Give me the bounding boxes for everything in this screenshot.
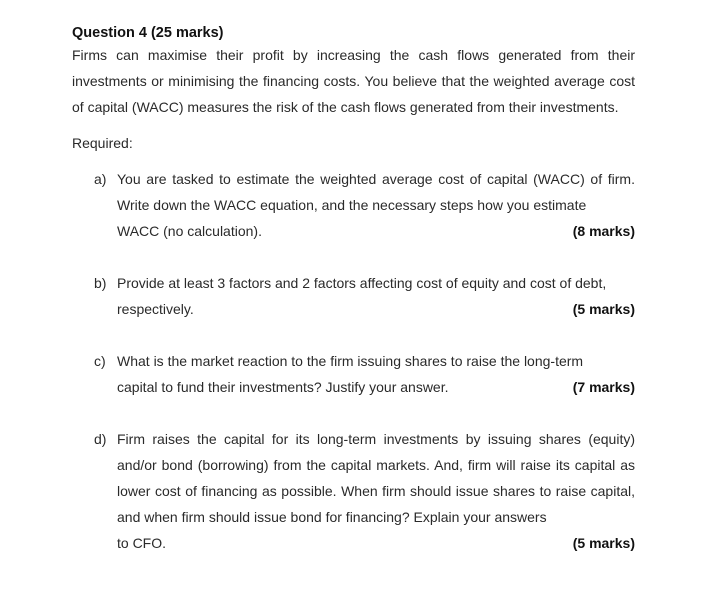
part-c-text: What is the market reaction to the firm issuing shares to raise the long-term	[117, 353, 584, 369]
part-d-last-line: to CFO.	[117, 535, 167, 551]
part-a-last-line: WACC (no calculation).	[117, 223, 262, 239]
part-c	[72, 348, 635, 400]
part-c-last-line: capital to fund their investments? Justify your answer.	[117, 379, 449, 395]
part-b-marks: (5 marks)	[572, 301, 635, 317]
part-c-label: c)	[94, 353, 106, 369]
part-d-marks-line	[117, 530, 635, 556]
part-c-marks-line	[117, 374, 635, 400]
part-a-label: a)	[94, 171, 107, 187]
part-b-marks-line	[117, 296, 635, 322]
question-intro: Firms can maximise their profit by increasing the cash flows generated from their investments or minimising the financing costs. You believe that the weighted average cost of capital (WACC) measures the risk of the cash flows generated from their investments.	[72, 47, 635, 115]
required-label: Required:	[72, 135, 133, 151]
part-d-label: d)	[94, 431, 107, 447]
part-b-label: b)	[94, 275, 107, 291]
question-heading: Question 4 (25 marks)	[72, 25, 224, 41]
part-d-text: Firm raises the capital for its long-term investments by issuing shares (equity) and/or bond (borrowing) from the capital markets. And, firm will raise its capital as lower cost of financing as possible. When firm should issue shares to raise capital, and when firm should issue bond for financing? Explain your answers	[117, 431, 635, 525]
part-b	[72, 270, 635, 322]
part-a	[72, 166, 635, 244]
part-c-marks: (7 marks)	[572, 379, 635, 395]
part-b-text: Provide at least 3 factors and 2 factors affecting cost of equity and cost of debt,	[117, 275, 607, 291]
part-a-text: You are tasked to estimate the weighted average cost of capital (WACC) of firm. Write down the WACC equation, and the necessary steps how you estimate	[117, 171, 635, 213]
part-a-marks: (8 marks)	[572, 223, 635, 239]
part-d-marks: (5 marks)	[572, 535, 635, 551]
part-b-last-line: respectively.	[117, 301, 194, 317]
part-d	[72, 426, 635, 556]
part-a-marks-line	[117, 218, 635, 244]
